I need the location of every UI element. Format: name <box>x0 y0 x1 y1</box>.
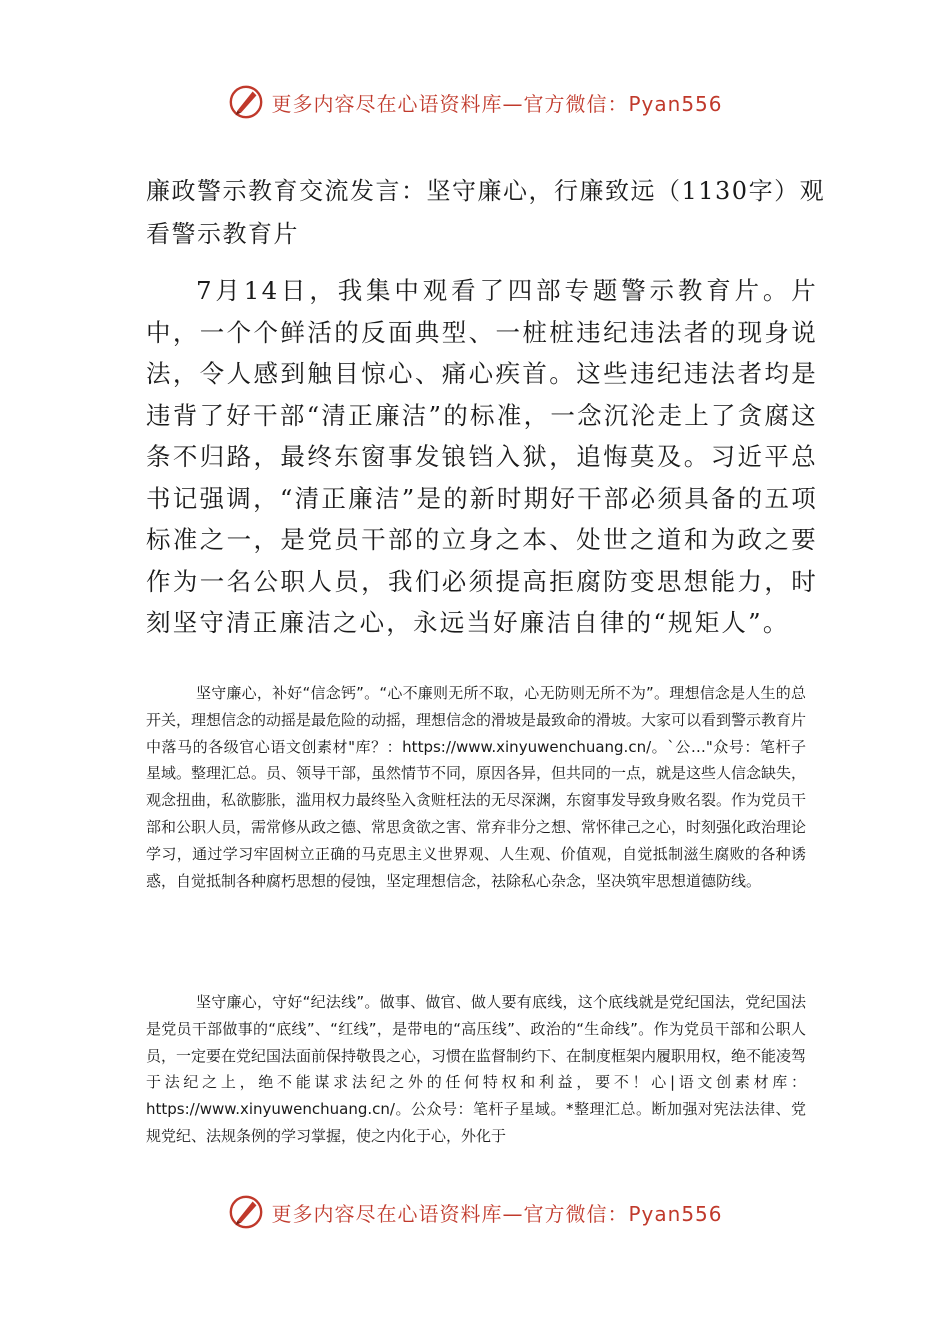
body-paragraph-1: 坚守廉心，补好“信念钙”。“心不廉则无所不取，心无防则无所不为”。理想信念是人生的总开关，理想信念的动摇是最危险的动摇，理想信念的滑坡是最致命的滑坡。大家可以看到警示教育片中落马的各级官心语文创素材"库？：https://www.xinyuwenchuang.cn/。`公…"众号：笔杆子星域。整理汇总。员、领导干部，虽然情节不同，原因各异，但共同的一点，就是这些人信念缺失，观念扭曲，私欲膨胀，滥用权力最终坠入贪赃枉法的无尽深渊，东窗事发导致身败名裂。作为党员干部和公职人员，需常修从政之德、常思贪欲之害、常弃非分之想、常怀律己之心，时刻强化政治理论学习，通过学习牢固树立正确的马克思主义世界观、人生观、价值观，自觉抵制滋生腐败的各种诱惑，自觉抵制各种腐朽思想的侵蚀，坚定理想信念，祛除私心杂念，坚决筑牢思想道德防线。 <box>146 684 807 890</box>
banner-text <box>271 1198 722 1227</box>
banner-text <box>271 88 722 117</box>
footer-banner <box>0 1190 950 1234</box>
header-banner <box>0 80 950 124</box>
pen-logo-icon <box>227 1193 265 1231</box>
pen-logo-icon <box>227 83 265 121</box>
banner-wechat-id: Pyan556 <box>628 1201 723 1226</box>
banner-label: 更多内容尽在心语资料库—官方微信： <box>271 91 629 116</box>
article-title: 廉政警示教育交流发言：坚守廉心，行廉致远（1130字）观看警示教育片 <box>146 177 826 248</box>
lead-paragraph: 7月14日，我集中观看了四部专题警示教育片。片中，一个个鲜活的反面典型、一桩桩违纪违法者的现身说法，令人感到触目惊心、痛心疾首。这些违纪违法者均是违背了好干部“清正廉洁”的标准，一念沉沦走上了贪腐这条不归路，最终东窗事发锒铛入狱，追悔莫及。习近平总书记强调，“清正廉洁”是的新时期好干部必须具备的五项标准之一，是党员干部的立身之本、处世之道和为政之要作为一名公职人员，我们必须提高拒腐防变思想能力，时刻坚守清正廉洁之心，永远当好廉洁自律的“规矩人”。 <box>146 276 818 637</box>
banner-wechat-id: Pyan556 <box>628 91 723 116</box>
banner-label: 更多内容尽在心语资料库—官方微信： <box>271 1201 629 1226</box>
body-paragraph-2: 坚守廉心，守好“纪法线”。做事、做官、做人要有底线，这个底线就是党纪国法，党纪国法是党员干部做事的“底线”、“红线”，是带电的“高压线”、政治的“生命线”。作为党员干部和公职人员，一定要在党纪国法面前保持敬畏之心，习惯在监督制约下、在制度框架内履职用权，绝不能凌驾于法纪之上，绝不能谋求法纪之外的任何特权和利益，要不！心|语文创素材库：https://www.xinyuwenchuang.cn/。公众号：笔杆子星域。*整理汇总。断加强对宪法法律、党规党纪、法规条例的学习掌握，使之内化于心，外化于 <box>146 993 807 1145</box>
